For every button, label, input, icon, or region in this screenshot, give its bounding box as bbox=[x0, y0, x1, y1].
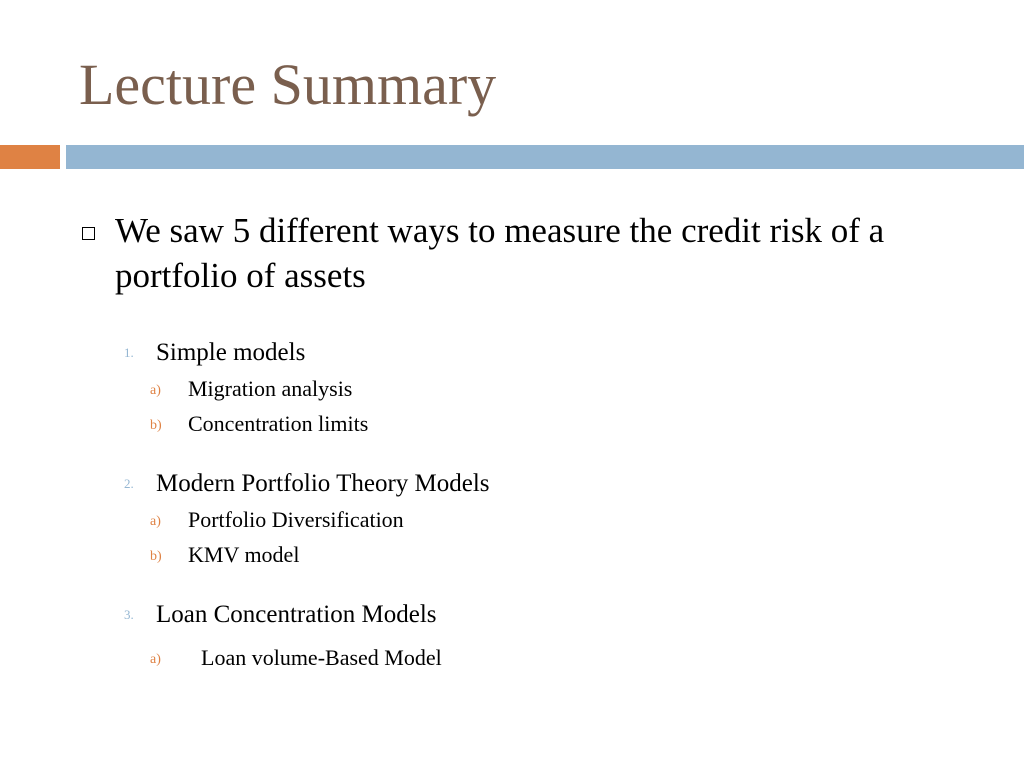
sub-item-kmv-model bbox=[150, 542, 299, 570]
sub-item-letter: b) bbox=[150, 418, 162, 433]
accent-bar-orange bbox=[0, 145, 60, 169]
sub-item-letter: b) bbox=[150, 549, 162, 564]
section-item-mpt-models bbox=[124, 469, 490, 499]
main-bullet-text: We saw 5 different ways to measure the credit risk of a portfolio of assets bbox=[115, 211, 885, 295]
sub-item-label: Loan volume-Based Model bbox=[201, 645, 442, 670]
sub-item-letter: a) bbox=[150, 652, 161, 667]
sub-item-label: Concentration limits bbox=[188, 411, 369, 436]
section-label: Modern Portfolio Theory Models bbox=[156, 470, 490, 497]
sub-item-loan-volume-based-model bbox=[150, 645, 442, 673]
sub-item-letter: a) bbox=[150, 383, 161, 398]
sub-item-migration-analysis bbox=[150, 376, 352, 404]
section-item-loan-concentration-models bbox=[124, 600, 437, 630]
hollow-square-bullet-icon bbox=[82, 227, 95, 240]
sub-item-letter: a) bbox=[150, 514, 161, 529]
slide-title: Lecture Summary bbox=[79, 52, 497, 117]
section-number: 1. bbox=[124, 345, 134, 360]
sub-item-label: Migration analysis bbox=[188, 376, 353, 401]
sub-item-label: Portfolio Diversification bbox=[188, 507, 404, 532]
sub-item-concentration-limits bbox=[150, 411, 368, 439]
section-label: Simple models bbox=[156, 339, 306, 366]
sub-item-portfolio-diversification bbox=[150, 507, 404, 535]
section-item-simple-models bbox=[124, 338, 305, 368]
section-label: Loan Concentration Models bbox=[156, 601, 437, 628]
accent-bar-blue bbox=[66, 145, 1024, 169]
section-number: 2. bbox=[124, 476, 134, 491]
section-number: 3. bbox=[124, 607, 134, 622]
sub-item-label: KMV model bbox=[188, 542, 300, 567]
